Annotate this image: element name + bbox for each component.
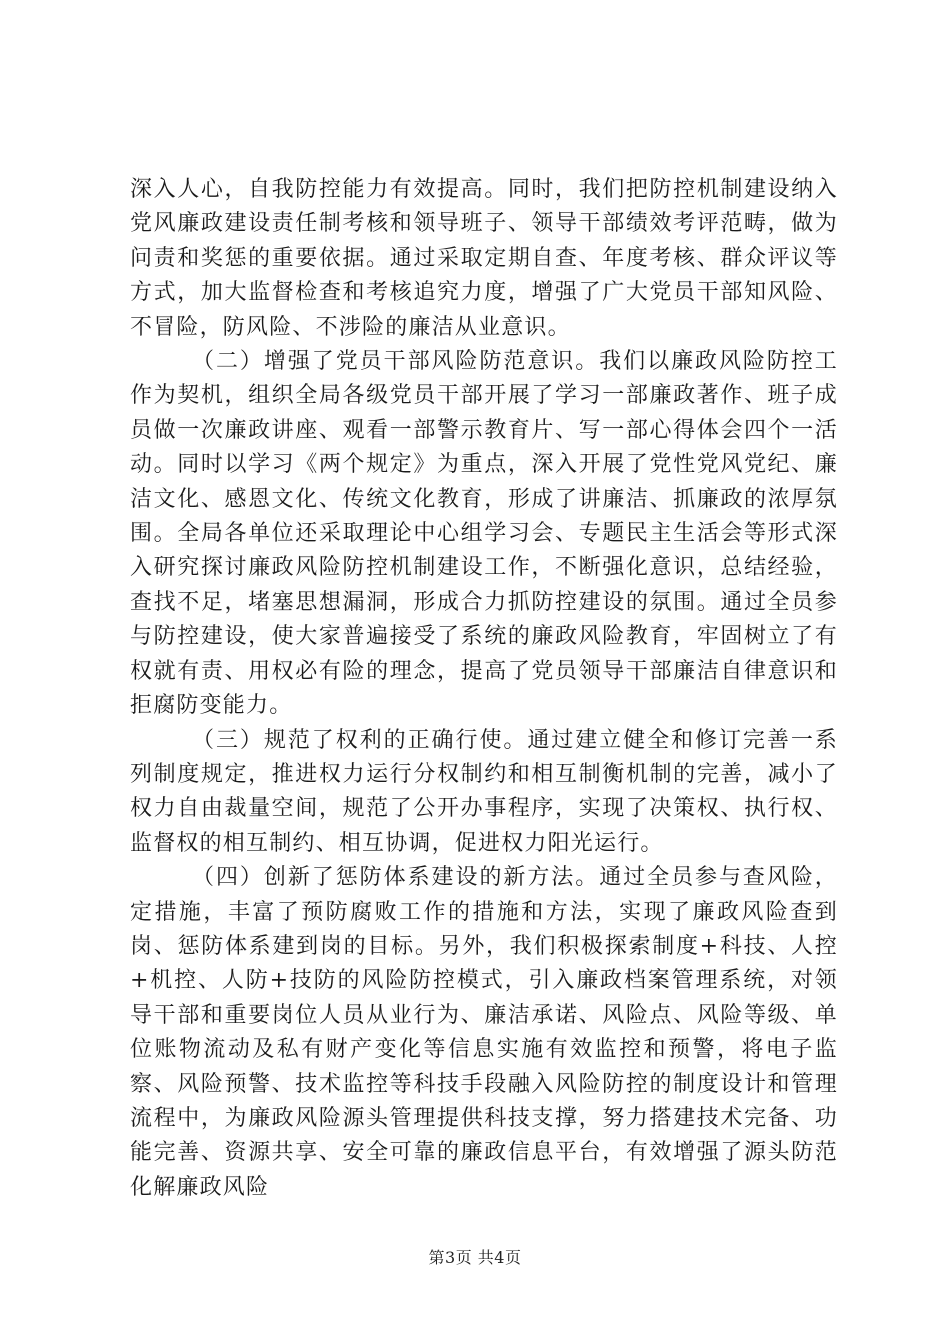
paragraph-section-two: （二）增强了党员干部风险防范意识。我们以廉政风险防控工作为契机，组织全局各级党员干部开展了学习一部廉政著作、班子成员做一次廉政讲座、观看一部警示教育片、写一部心得体会四个一活动。同时以学习《两个规定》为重点，深入开展了党性党风党纪、廉洁文化、感恩文化、传统文化教育，形成了讲廉洁、抓廉政的浓厚氛围。全局各单位还采取理论中心组学习会、专题民主生活会等形式深入研究探讨廉政风险防控机制建设工作，不断强化意识，总结经验，查找不足，堵塞思想漏洞，形成合力抓防控建设的氛围。通过全员参与防控建设，使大家普遍接受了系统的廉政风险教育，牢固树立了有权就有责、用权必有险的理念，提高了党员领导干部廉洁自律意识和拒腐防变能力。 <box>130 349 838 719</box>
paragraph-section-four: （四）创新了惩防体系建设的新方法。通过全员参与查风险，定措施，丰富了预防腐败工作的措施和方法，实现了廉政风险查到岗、惩防体系建到岗的目标。另外，我们积极探索制度+科技、人控+机控、人防+技防的风险防控模式，引入廉政档案管理系统，对领导干部和重要岗位人员从业行为、廉洁承诺、风险点、风险等级、单位账物流动及私有财产变化等信息实施有效监控和预警，将电子监察、风险预警、技术监控等科技手段融入风险防控的制度设计和管理流程中，为廉政风险源头管理提供科技支撑，努力搭建技术完备、功能完善、资源共享、安全可靠的廉政信息平台，有效增强了源头防范化解廉政风险 <box>130 865 838 1200</box>
paragraph-section-three: （三）规范了权利的正确行使。通过建立健全和修订完善一系列制度规定，推进权力运行分权制约和相互制衡机制的完善，减小了权力自由裁量空间，规范了公开办事程序，实现了决策权、执行权、监督权的相互制约、相互协调，促进权力阳光运行。 <box>130 727 838 856</box>
paragraph-continuation: 深入人心，自我防控能力有效提高。同时，我们把防控机制建设纳入党风廉政建设责任制考核和领导班子、领导干部绩效考评范畴，做为问责和奖惩的重要依据。通过采取定期自查、年度考核、群众评议等方式，加大监督检查和考核追究力度，增强了广大党员干部知风险、不冒险，防风险、不涉险的廉洁从业意识。 <box>130 177 838 340</box>
document-body <box>130 173 838 1205</box>
page-footer: 第3页 共4页 <box>428 1248 522 1267</box>
